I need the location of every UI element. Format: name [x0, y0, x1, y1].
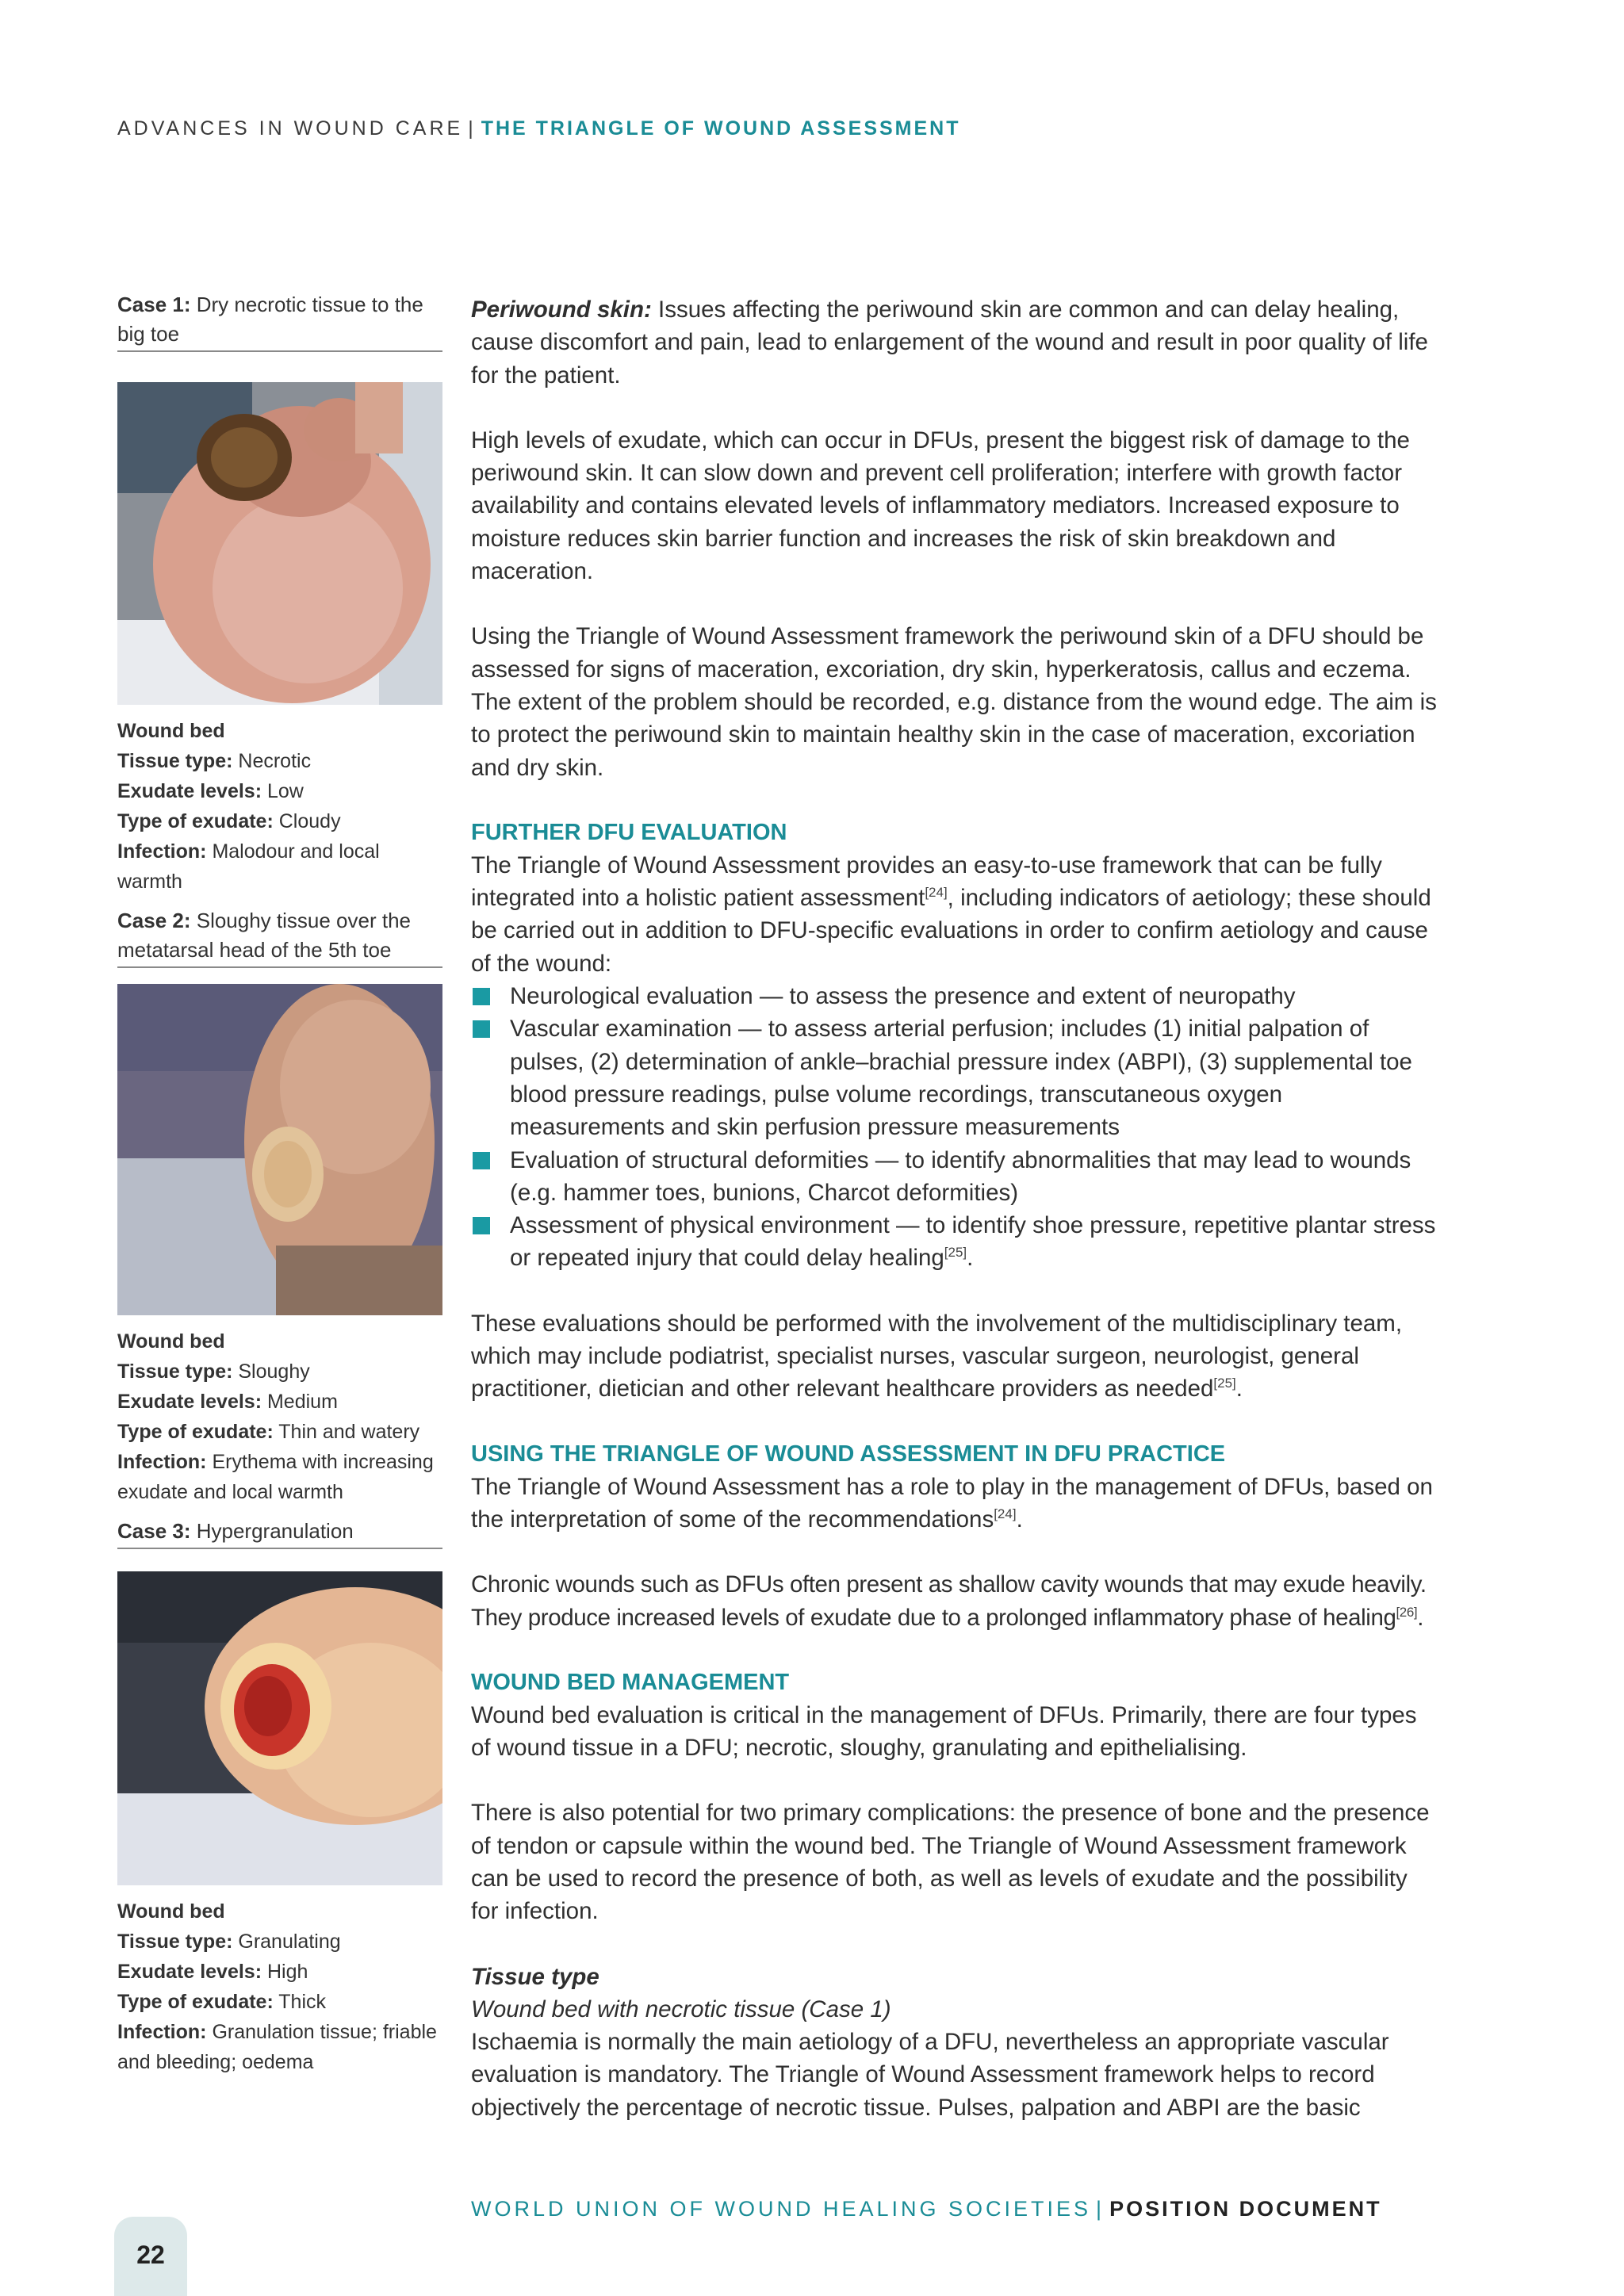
running-header	[117, 117, 961, 140]
subheading-necrotic-tissue: Wound bed with necrotic tissue (Case 1)	[471, 1996, 891, 2022]
periwound-paragraph: Periwound skin: Issues affecting the periwound skin are common and can delay healing, cause discomfort and pain, lead to enlargement of the wound and result in poor quality of life for the patient.	[471, 297, 1428, 388]
reference-25: [25]	[1213, 1376, 1236, 1391]
list-item: Evaluation of structural deformities — to identify abnormalities that may lead to wounds (e.g. hammer toes, bunions, Charcot deformities)	[471, 1144, 1438, 1210]
header-publication: ADVANCES IN WOUND CARE	[117, 117, 464, 140]
square-bullet-icon	[473, 1152, 490, 1169]
header-section-title: THE TRIANGLE OF WOUND ASSESSMENT	[481, 117, 961, 140]
case-1-wound-bed-heading: Wound bed	[117, 720, 225, 742]
square-bullet-icon	[473, 1020, 490, 1038]
footer-document-type: POSITION DOCUMENT	[1109, 2197, 1382, 2221]
reference-24: [24]	[994, 1506, 1017, 1522]
evaluation-list	[471, 980, 1438, 1275]
main-body	[471, 293, 1438, 2124]
case-3-tissue-type: Tissue type: Granulating	[117, 1931, 341, 1953]
square-bullet-icon	[473, 988, 490, 1005]
list-item: Assessment of physical environment — to identify shoe pressure, repetitive plantar stress or repeated injury that could delay healing[25].	[471, 1209, 1438, 1275]
case-2-details	[117, 1326, 442, 1507]
case-1-tissue-type: Tissue type: Necrotic	[117, 750, 312, 772]
square-bullet-icon	[473, 1217, 490, 1234]
case-3-description: Hypergranulation	[190, 1519, 354, 1543]
running-footer	[471, 2197, 1382, 2221]
complications-paragraph: There is also potential for two primary complications: the presence of bone and the presence of tendon or capsule within the wound bed. The Triangle of Wound Assessment framework can be used to record the presence of both, as well as levels of exudate and the possibility for infection.	[471, 1800, 1430, 1925]
exudate-risk-paragraph: High levels of exudate, which can occur in DFUs, present the biggest risk of damage to the periwound skin. It can slow down and prevent cell proliferation; interfere with growth factor availability and contains elevated levels of inflammatory mediators. Increased exposure to moisture reduces skin barrier function and increases the risk of skin breakdown and maceration.	[471, 427, 1410, 585]
case-2-wound-bed-heading: Wound bed	[117, 1330, 225, 1353]
footer-separator: |	[1096, 2197, 1105, 2221]
case-2-exudate-type: Type of exudate: Thin and watery	[117, 1421, 420, 1443]
case-1-exudate-levels: Exudate levels: Low	[117, 780, 304, 802]
case-3-label: Case 3:	[117, 1519, 191, 1543]
case-sidebar	[117, 290, 442, 2077]
multidisciplinary-paragraph: These evaluations should be performed with the involvement of the multidisciplinary team, which may include podiatrist, specialist nurses, vascular surgeon, neurologist, general practitioner, dietician and other relevant healthcare providers as needed[25].	[471, 1310, 1403, 1402]
case-3-photo	[117, 1571, 442, 1885]
reference-26: [26]	[1396, 1604, 1418, 1620]
reference-25: [25]	[944, 1245, 967, 1261]
list-item: Vascular examination — to assess arterial perfusion; includes (1) initial palpation of pulses, (2) determination of ankle–brachial pressure index (ABPI), (3) supplemental toe blood pressure readings, pulse volume recordings, transcutaneous oxygen measurements and skin perfusion pressure measurements	[471, 1012, 1438, 1143]
header-separator: |	[468, 117, 477, 140]
case-2-title	[117, 906, 442, 968]
case-3-title	[117, 1517, 442, 1549]
role-paragraph: The Triangle of Wound Assessment has a role to play in the management of DFUs, based on the interpretation of some of the recommendations[24].	[471, 1473, 1433, 1533]
case-1-label: Case 1:	[117, 293, 191, 316]
case-2-infection: Infection: Erythema with increasing exudate and local warmth	[117, 1451, 434, 1503]
case-1-description: Dry necrotic tissue to the big toe	[117, 293, 423, 346]
case-3-details	[117, 1896, 442, 2077]
footer-organisation: WORLD UNION OF WOUND HEALING SOCIETIES	[471, 2197, 1092, 2221]
case-2-exudate-levels: Exudate levels: Medium	[117, 1391, 338, 1413]
case-1-photo	[117, 382, 442, 705]
case-1-infection: Infection: Malodour and local warmth	[117, 840, 380, 893]
page-number: 22	[114, 2217, 187, 2296]
periwound-assessment-paragraph: Using the Triangle of Wound Assessment framework the periwound skin of a DFU should be assessed for signs of maceration, excoriation, dry skin, hyperkeratosis, callus and eczema. The extent of the problem should be recorded, e.g. distance from the wound edge. The aim is to protect the periwound skin to maintain healthy skin in the case of maceration, excoriation and dry skin.	[471, 623, 1437, 781]
case-2-tissue-type: Tissue type: Sloughy	[117, 1360, 310, 1383]
heading-using-triangle: USING THE TRIANGLE OF WOUND ASSESSMENT IN DFU PRACTICE	[471, 1441, 1226, 1467]
heading-further-dfu-evaluation: FURTHER DFU EVALUATION	[471, 819, 787, 845]
case-3-exudate-type: Type of exudate: Thick	[117, 1991, 327, 2013]
ischaemia-paragraph: Ischaemia is normally the main aetiology of a DFU, nevertheless an appropriate vascular evaluation is mandatory. The Triangle of Wound Assessment framework helps to record objectively the percentage of necrotic tissue. Pulses, palpation and ABPI are the basic	[471, 2029, 1389, 2121]
chronic-wounds-paragraph: Chronic wounds such as DFUs often present as shallow cavity wounds that may exude heavily. They produce increased levels of exudate due to a prolonged inflammatory phase of healing[26].	[471, 1571, 1427, 1631]
case-1-title	[117, 290, 442, 352]
heading-tissue-type: Tissue type	[471, 1963, 599, 1990]
list-item: Neurological evaluation — to assess the presence and extent of neuropathy	[471, 980, 1438, 1012]
reference-24: [24]	[925, 885, 948, 901]
heading-wound-bed-management: WOUND BED MANAGEMENT	[471, 1669, 790, 1695]
periwound-lead: Periwound skin:	[471, 297, 652, 323]
case-1-exudate-type: Type of exudate: Cloudy	[117, 810, 341, 832]
case-3-exudate-levels: Exudate levels: High	[117, 1961, 308, 1983]
case-3-wound-bed-heading: Wound bed	[117, 1900, 225, 1923]
wound-bed-evaluation-paragraph: Wound bed evaluation is critical in the management of DFUs. Primarily, there are four types of wound tissue in a DFU; necrotic, sloughy, granulating and epithelialising.	[471, 1701, 1417, 1762]
case-1-details	[117, 716, 442, 897]
case-2-photo	[117, 984, 442, 1315]
case-2-description: Sloughy tissue over the metatarsal head of the 5th toe	[117, 909, 411, 962]
holistic-assessment-paragraph: The Triangle of Wound Assessment provides an easy-to-use framework that can be fully integrated into a holistic patient assessment[24], including indicators of aetiology; these should be carried out in addition to DFU-specific evaluations in order to confirm aetiology and cause of the wound:	[471, 851, 1431, 977]
case-3-infection: Infection: Granulation tissue; friable and bleeding; oedema	[117, 2021, 437, 2073]
case-2-label: Case 2:	[117, 909, 191, 932]
